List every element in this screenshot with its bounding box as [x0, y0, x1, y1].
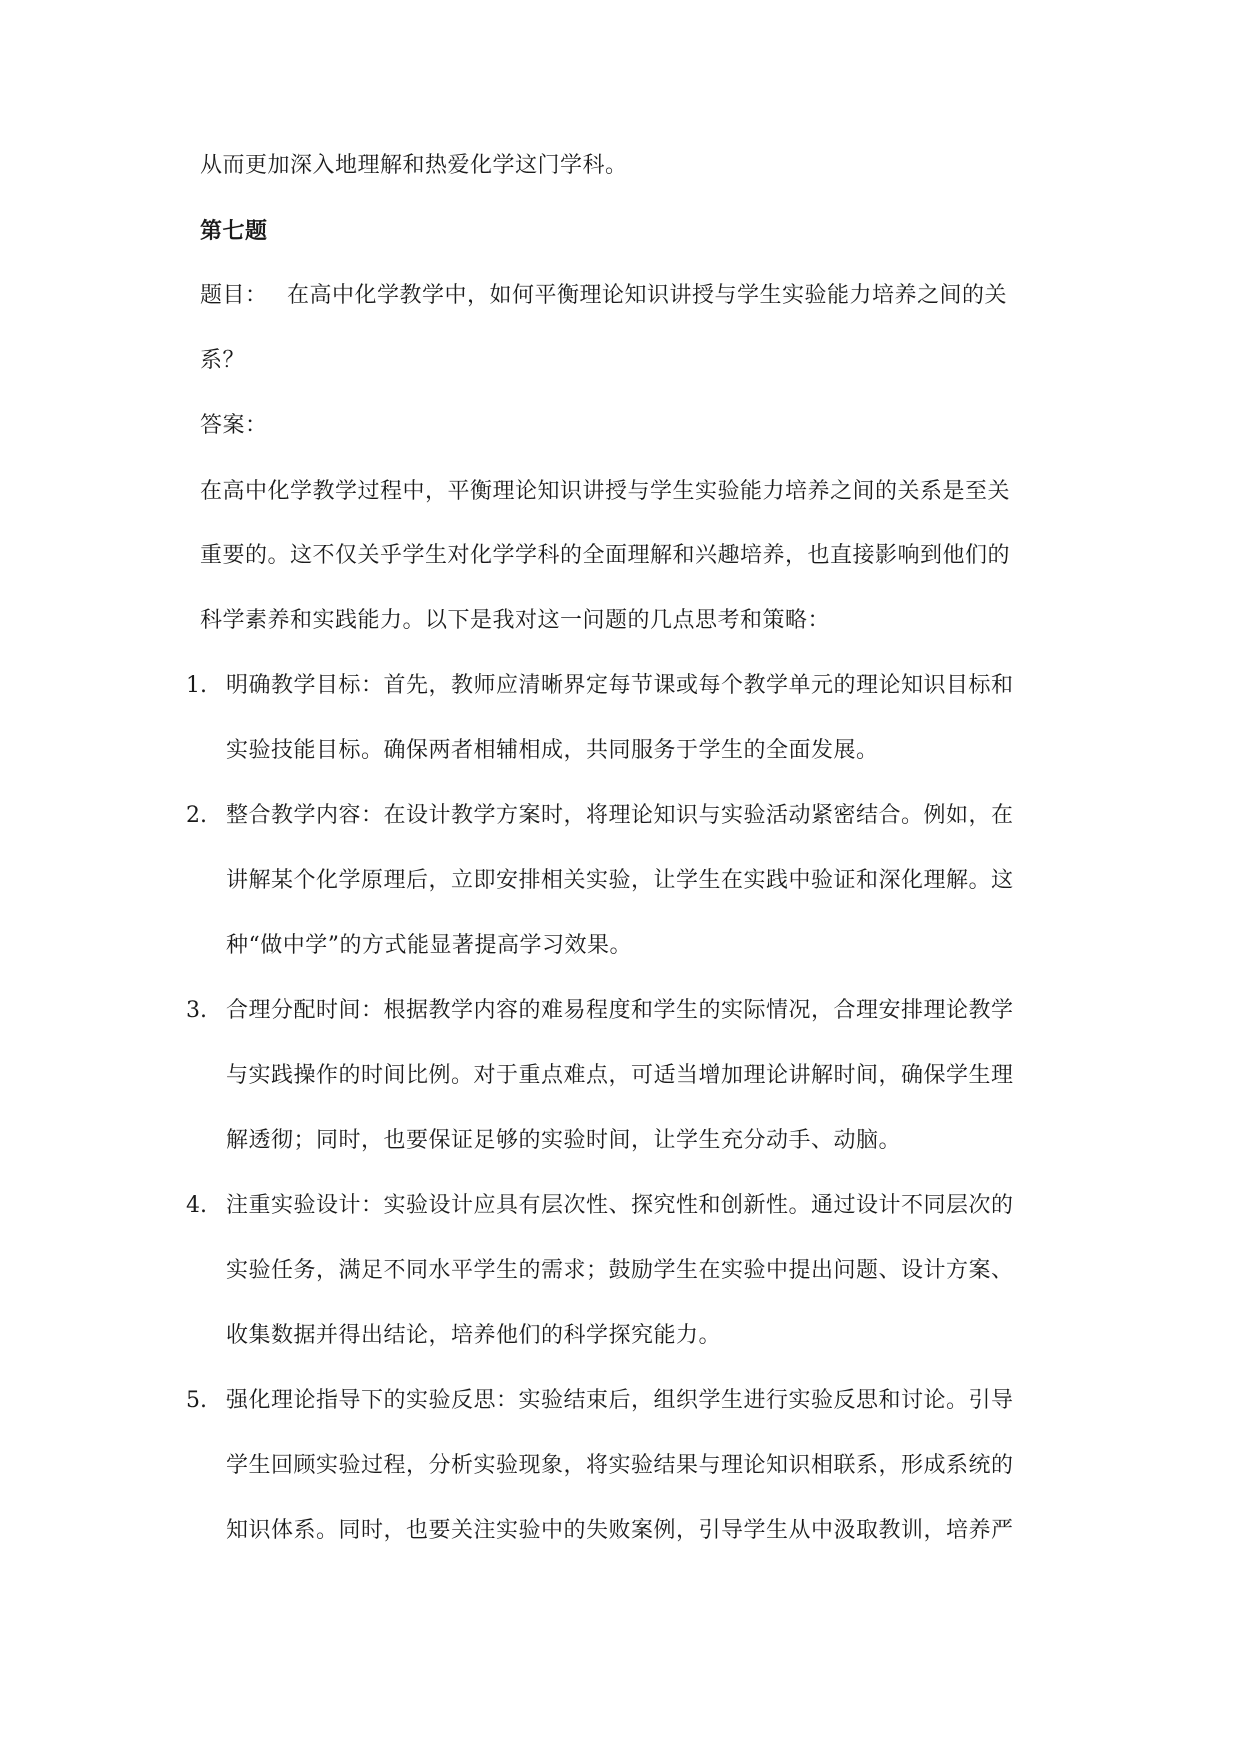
list-item-line: 学生回顾实验过程，分析实验现象，将实验结果与理论知识相联系，形成系统的: [226, 1453, 1014, 1478]
list-item-line: 知识体系。同时，也要关注实验中的失败案例，引导学生从中汲取教训，培养严: [226, 1518, 1014, 1543]
list-item-number: 5.: [186, 1388, 207, 1413]
list-item-number: 1.: [186, 673, 207, 698]
list-item-number: 4.: [186, 1193, 207, 1218]
intro-line-3: 科学素养和实践能力。以下是我对这一问题的几点思考和策略：: [200, 608, 831, 633]
question-text-line-2: 系？: [200, 348, 246, 373]
continuation-line: 从而更加深入地理解和热爱化学这门学科。: [200, 153, 628, 178]
list-item-number: 2.: [186, 803, 207, 828]
list-item-line: 注重实验设计：实验设计应具有层次性、探究性和创新性。通过设计不同层次的: [226, 1193, 1014, 1218]
question-text-line-1: 在高中化学教学中，如何平衡理论知识讲授与学生实验能力培养之间的关: [287, 283, 1008, 308]
answer-label: 答案：: [200, 413, 268, 438]
list-item-number: 3.: [186, 998, 207, 1023]
intro-line-2: 重要的。这不仅关乎学生对化学学科的全面理解和兴趣培养，也直接影响到他们的: [200, 543, 1011, 568]
list-item-line: 收集数据并得出结论，培养他们的科学探究能力。: [226, 1323, 722, 1348]
list-item-line: 种“做中学”的方式能显著提高学习效果。: [226, 933, 632, 958]
list-item-line: 解透彻；同时，也要保证足够的实验时间，让学生充分动手、动脑。: [226, 1128, 902, 1153]
list-item-line: 合理分配时间：根据教学内容的难易程度和学生的实际情况，合理安排理论教学: [226, 998, 1014, 1023]
list-item-line: 明确教学目标：首先，教师应清晰界定每节课或每个教学单元的理论知识目标和: [226, 673, 1014, 698]
list-item-line: 实验任务，满足不同水平学生的需求；鼓励学生在实验中提出问题、设计方案、: [226, 1258, 1014, 1283]
intro-line-1: 在高中化学教学过程中，平衡理论知识讲授与学生实验能力培养之间的关系是至关: [200, 479, 1011, 504]
section-heading: 第七题: [200, 218, 268, 244]
list-item-line: 与实践操作的时间比例。对于重点难点，可适当增加理论讲解时间，确保学生理: [226, 1063, 1014, 1088]
question-label: 题目：: [200, 283, 268, 308]
list-item-line: 实验技能目标。确保两者相辅相成，共同服务于学生的全面发展。: [226, 738, 879, 763]
list-item-line: 整合教学内容：在设计教学方案时，将理论知识与实验活动紧密结合。例如，在: [226, 803, 1014, 828]
list-item-line: 讲解某个化学原理后，立即安排相关实验，让学生在实践中验证和深化理解。这: [226, 868, 1014, 893]
list-item-line: 强化理论指导下的实验反思：实验结束后，组织学生进行实验反思和讨论。引导: [226, 1388, 1014, 1413]
